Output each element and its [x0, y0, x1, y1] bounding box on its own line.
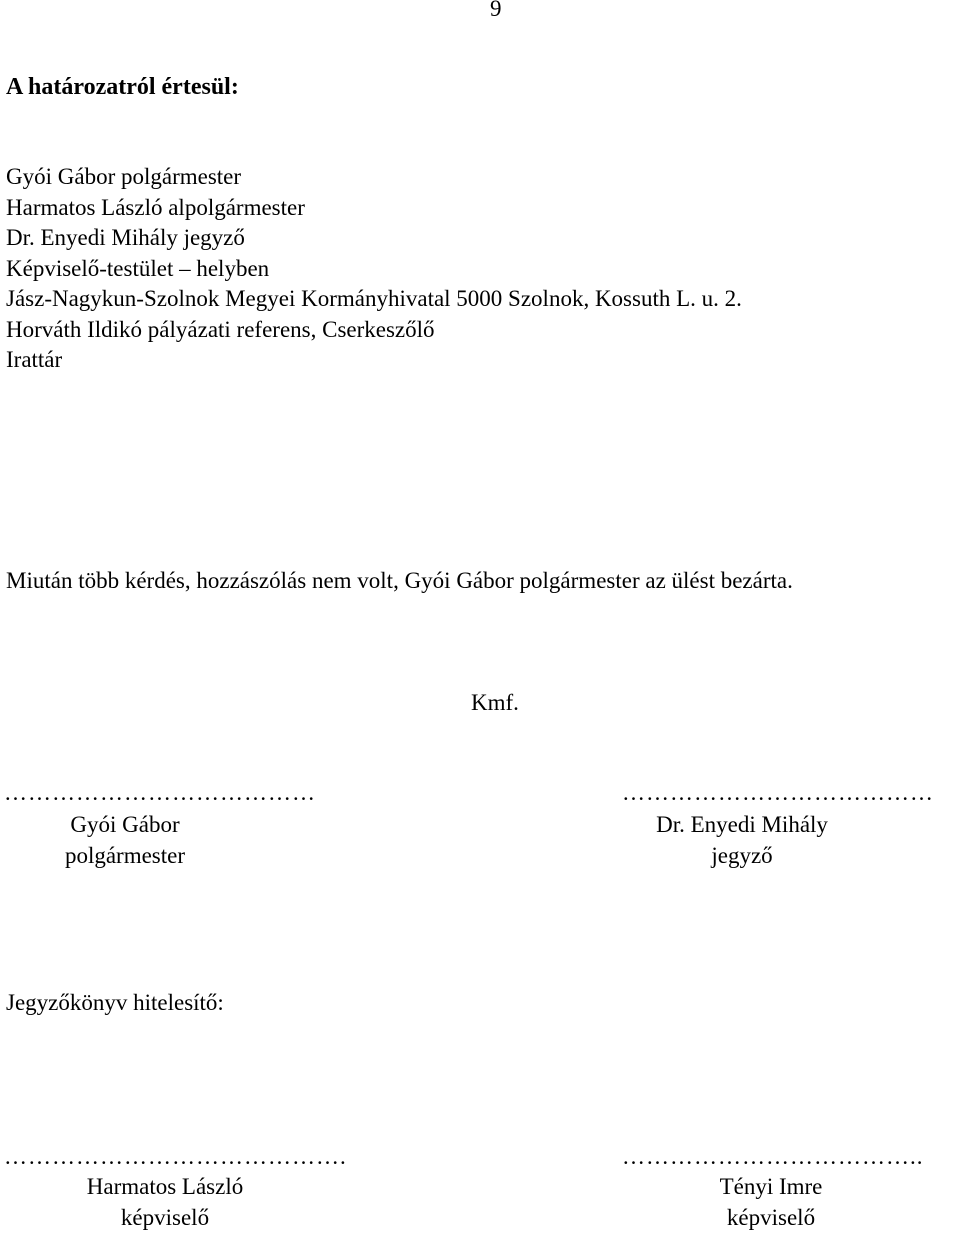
certifier-label: Jegyzőkönyv hitelesítő: — [6, 990, 224, 1015]
signature-line-notary: ………………………………… — [622, 780, 934, 805]
closing-sentence: Miután több kérdés, hozzászólás nem volt, Gyói Gábor polgármester az ülést bezárta. — [6, 568, 793, 593]
recipient-item: Dr. Enyedi Mihály jegyző — [6, 225, 245, 250]
signature-line-certifier-2: ……………………………….. — [622, 1144, 924, 1169]
signatory-role: jegyző — [711, 843, 773, 868]
signatory-name: Tényi Imre — [719, 1174, 823, 1199]
kmf-label: Kmf. — [471, 690, 519, 715]
signature-line-certifier-1: ……………………………………. — [4, 1144, 347, 1169]
recipient-item: Gyói Gábor polgármester — [6, 164, 242, 189]
signatory-name: Dr. Enyedi Mihály — [656, 812, 828, 837]
recipient-item: Jász-Nagykun-Szolnok Megyei Kormányhivatal 5000 Szolnok, Kossuth L. u. 2. — [6, 286, 742, 311]
signatory-name: Gyói Gábor — [70, 812, 180, 837]
signature-line-mayor: ………………………………… — [4, 780, 316, 805]
signature-block-certifier-1 — [35, 1172, 295, 1234]
signature-block-notary — [612, 810, 872, 872]
recipient-item: Képviselő-testület – helyben — [6, 255, 270, 281]
recipients-heading: A határozatról értesül: — [6, 74, 239, 100]
signature-block-mayor — [0, 810, 255, 872]
signatory-role: képviselő — [120, 1205, 210, 1230]
signatory-name: Harmatos László — [86, 1174, 244, 1199]
recipients-list — [6, 162, 742, 376]
signature-block-certifier-2 — [641, 1172, 901, 1234]
recipient-item: Horváth Ildikó pályázati referens, Cserkeszőlő — [6, 316, 435, 342]
recipient-item: Harmatos László alpolgármester — [6, 194, 305, 220]
signatory-role: polgármester — [64, 843, 186, 868]
recipient-item: Irattár — [6, 347, 63, 372]
page-number: 9 — [490, 0, 502, 21]
signatory-role: képviselő — [726, 1205, 816, 1230]
